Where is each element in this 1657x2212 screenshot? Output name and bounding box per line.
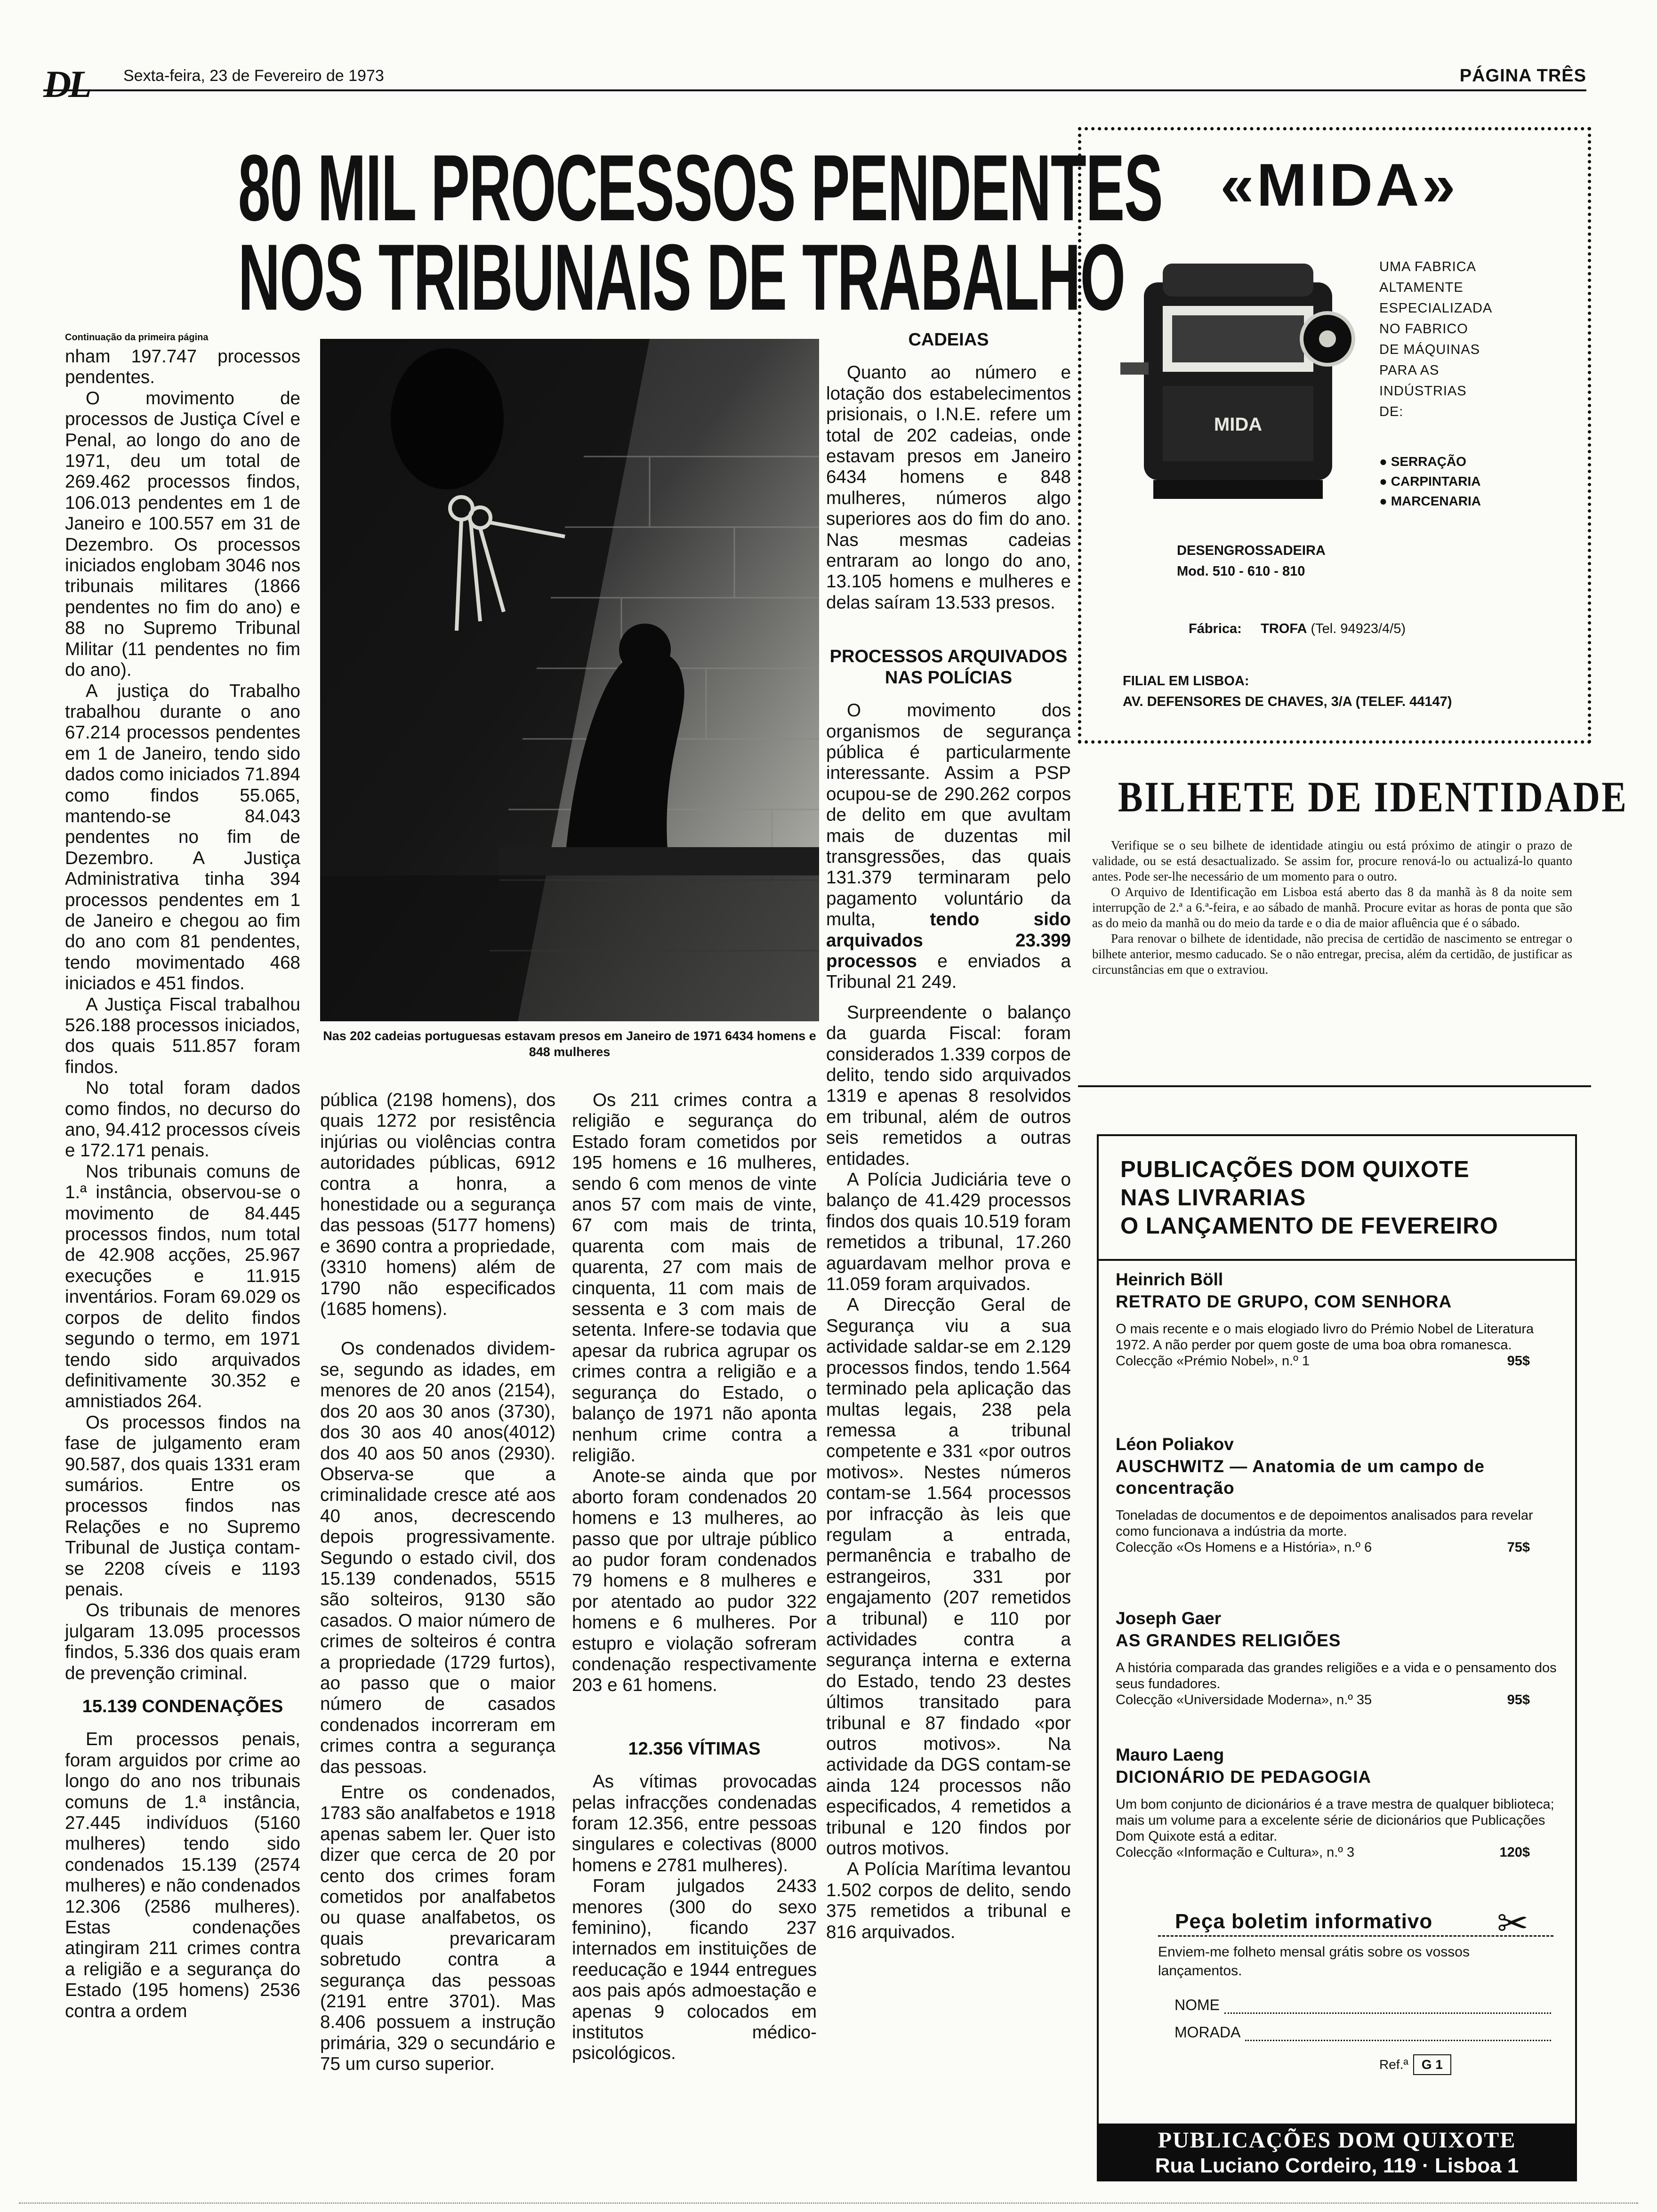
text-span-bold: tendo sido arquivados 23.399 processos (826, 909, 1071, 971)
factory-label: Fábrica: (1189, 621, 1242, 636)
subheading-cadeias: CADEIAS (908, 330, 989, 350)
subheading-vitimas: 12.356 VÍTIMAS (628, 1739, 761, 1759)
bullet-item: ● CARPINTARIA (1379, 474, 1481, 489)
book-price: 75$ (1507, 1540, 1530, 1555)
dom-quixote-header (1120, 1155, 1572, 1240)
footer-publisher: PUBLICAÇÕES DOM QUIXOTE (1158, 2128, 1516, 2153)
reference (1379, 2054, 1451, 2075)
ref-label: Ref.ª (1379, 2057, 1408, 2072)
bullet-text: SERRAÇÃO (1391, 454, 1466, 469)
book-price: 95$ (1507, 1692, 1530, 1707)
bilhete-title: BILHETE DE IDENTIDADE (1118, 773, 1628, 821)
article-column-3 (572, 1090, 817, 2064)
branch-address: AV. DEFENSORES DE CHAVES, 3/A (TELEF. 44147) (1123, 694, 1452, 709)
article-paragraph: Os tribunais de menores julgaram 13.095 processos findos, 5.336 dos quais eram de prevenção criminal. (65, 1600, 300, 1683)
book-listing (1116, 1744, 1558, 1860)
article-paragraph: Os processos findos na fase de julgamento eram 90.587, dos quais 1331 eram sumários. Entre os processos findos nas Relações e no Supremo Tribunal de Justiça contam-se 2208 cíveis e 1193 penais. (65, 1412, 300, 1600)
description-line: DE: (1379, 404, 1404, 419)
book-author: Heinrich Böll (1116, 1270, 1223, 1289)
description-line: PARA AS (1379, 363, 1440, 378)
text-span: e enviados a Tribunal 21 249. (826, 951, 1071, 993)
description-line: NO FABRICO (1379, 321, 1468, 337)
article-column-2 (320, 1090, 555, 2075)
article-paragraph: Quanto ao número e lotação dos estabelecimentos prisionais, o I.N.E. refere um total de 202 cadeias, onde estavam presos em Janeiro 6434 homens e 848 mulheres, números algo superiores aos do fim do ano. Nas mesmas cadeias entraram ao longo do ano, 13.105 homens e mulheres e delas saíram 13.533 presos. (826, 362, 1071, 613)
name-label: NOME (1174, 1996, 1220, 2013)
book-collection-row (1116, 1844, 1558, 1860)
prison-photo (320, 339, 819, 1021)
bullet-item: ● MARCENARIA (1379, 494, 1481, 508)
article-paragraph: pública (2198 homens), dos quais 1272 por resistência injúrias ou violências contra autoridades públicas, 6912 contra a honra, a honestidade ou a segurança das pessoas (5177 homens) e 3690 contra a propriedade, (3310 homens) além de 1790 não especificados (1685 homens). (320, 1090, 555, 1320)
article-paragraph (826, 700, 1071, 993)
book-price: 120$ (1499, 1845, 1530, 1860)
article-paragraph: As vítimas provocadas pelas infracções condenadas foram 12.356, entre pessoas singulares e colectivas (8000 homens e 2781 mulheres). (572, 1771, 817, 1875)
description-line: UMA FABRICA (1379, 259, 1476, 274)
address-field[interactable] (1174, 2024, 1551, 2041)
subheading-condenacoes: 15.139 CONDENAÇÕES (82, 1697, 283, 1716)
article-paragraph: No total foram dados como findos, no decurso do ano, 94.412 processos cíveis e 172.171 penais. (65, 1078, 300, 1161)
book-listing (1116, 1607, 1558, 1708)
mida-ad-description (1379, 256, 1535, 422)
mida-branch (1123, 671, 1546, 712)
article-paragraph: Surpreendente o balanço da guarda Fiscal: foram considerados 1.339 corpos de delito, tendo sido arquivados 1319 e apenas 8 resolvidos em tribunal, além de outros seis remetidos a outras entidades. (826, 1002, 1071, 1169)
book-title: DICIONÁRIO DE PEDAGOGIA (1116, 1767, 1372, 1787)
article-paragraph: O movimento de processos de Justiça Cível e Penal, ao longo do ano de 1971, deu um total de 269.462 processos findos, 106.013 pendentes em 1 de Janeiro e 100.557 em 31 de Dezembro. Os processos iniciados englobam 3046 nos tribunais militares (1866 pendentes no fim do ano) e 88 no Supremo Tribunal Militar (11 pendentes no fim do ano). (65, 388, 300, 681)
mida-factory (1189, 619, 1406, 638)
bullet-text: MARCENARIA (1391, 494, 1481, 508)
mida-ad-bullets (1379, 452, 1558, 511)
book-author: Mauro Laeng (1116, 1745, 1224, 1764)
book-author: Léon Poliakov (1116, 1435, 1234, 1454)
bilhete-paragraph: Para renovar o bilhete de identidade, não precisa de certidão de nascimento se entregar o bilhete anterior, mesmo caducado. Se o não entregar, precisa, além da certidão, de justificar as circunstâncias em que o extraviou. (1092, 931, 1572, 977)
article-paragraph: A justiça do Trabalho trabalhou durante o ano 67.214 processos pendentes em 1 de Janeiro, tendo sido dados como iniciados 71.894 como findos 55.065, mantendo-se 84.043 pendentes no fim de Dezembro. A Justiça Administrativa tinha 394 processos pendentes em 1 de Janeiro e chegou ao fim do ano com 81 pendentes, tendo movimentado 468 iniciados e 451 findos. (65, 681, 300, 994)
newspaper-logo: DL (43, 63, 89, 105)
book-title: RETRATO DE GRUPO, COM SENHORA (1116, 1292, 1452, 1311)
book-title: AUSCHWITZ — Anatomia de um campo de concentração (1116, 1457, 1485, 1498)
machine-brand-label: MIDA (1214, 414, 1263, 435)
page-label: PÁGINA TRÊS (1459, 66, 1586, 86)
article-column-4 (826, 329, 1071, 1943)
machine-illustration (1111, 245, 1356, 527)
header-line: O LANÇAMENTO DE FEVEREIRO (1120, 1213, 1498, 1239)
book-price: 95$ (1507, 1354, 1530, 1369)
description-line: DE MÁQUINAS (1379, 342, 1480, 357)
description-line: ALTAMENTE (1379, 280, 1464, 295)
description-line: INDÚSTRIAS (1379, 384, 1467, 399)
footer-address: Rua Luciano Cordeiro, 119 · Lisboa 1 (1155, 2154, 1519, 2177)
branch-label: FILIAL EM LISBOA: (1123, 673, 1249, 689)
continuation-label: Continuação da primeira página (65, 332, 209, 343)
form-text: Enviem-me folheto mensal grátis sobre os vossos lançamentos. (1158, 1944, 1470, 1979)
address-label: MORADA (1174, 2024, 1241, 2041)
book-collection: Colecção «Prémio Nobel», n.º 1 (1116, 1354, 1310, 1369)
photo-caption: Nas 202 cadeias portuguesas estavam presos em Janeiro de 1971 6434 homens e 848 mulheres (323, 1029, 816, 1059)
article-paragraph: Nos tribunais comuns de 1.ª instância, observou-se o movimento de 84.445 processos findos, num total de 42.908 acções, 25.967 execuções e 11.915 inventários. Foram 69.029 os corpos de delito findos segundo o termo, em 1971 tendo sido arquivados definitivamente 30.352 e amnistiados 264. (65, 1161, 300, 1412)
book-collection-row (1116, 1353, 1558, 1369)
book-title: AS GRANDES RELIGIÕES (1116, 1631, 1341, 1650)
model-number: Mod. 510 - 610 - 810 (1177, 564, 1305, 579)
section-divider (1078, 1085, 1591, 1087)
page-bottom-rule (19, 2203, 1638, 2204)
book-collection-row (1116, 1692, 1558, 1708)
book-description: A história comparada das grandes religiões e a vida e o pensamento dos seus fundadores. (1116, 1660, 1557, 1691)
headline-line-2: NOS TRIBUNAIS DE TRABALHO (238, 225, 1125, 330)
scissors-icon: ✂ (1497, 1902, 1529, 1944)
book-collection: Colecção «Informação e Cultura», n.º 3 (1116, 1845, 1355, 1860)
book-listing (1116, 1268, 1558, 1369)
book-author: Joseph Gaer (1116, 1609, 1222, 1628)
subheading-processos-arquivados: PROCESSOS ARQUIVADOS NAS POLÍCIAS (829, 647, 1068, 688)
header-line: PUBLICAÇÕES DOM QUIXOTE (1120, 1157, 1470, 1182)
book-listing (1116, 1433, 1558, 1555)
header-divider (1097, 1259, 1577, 1261)
form-title: Peça boletim informativo (1175, 1910, 1433, 1933)
text-span: O movimento dos organismos de segurança pública é particularmente interessante. Assim a PSP ocupou-se de 290.262 corpos de delito em que avultam mais de duzentas mil transgressões, das quais 131.379 terminaram pelo pagamento voluntário da multa, (826, 700, 1071, 930)
factory-phone: (Tel. 94923/4/5) (1311, 621, 1406, 636)
book-collection-row (1116, 1539, 1558, 1555)
bullet-text: CARPINTARIA (1391, 474, 1481, 489)
article-paragraph: A Direcção Geral de Segurança viu a sua actividade saldar-se em 2.129 processos findos, tendo 1.564 terminado pela aplicação das multas legais, 238 pela remessa a tribunal competente e 331 «por outros motivos». Nestes números contam-se 1.564 processos por infracção às leis que regulam a entrada, permanência e trabalho de estrangeiros, 331 por engajamento (207 remetidos a tribunal) e 110 por actividades contra a segurança interna e externa do Estado, tendo 23 destes últimos transitado para tribunal e 87 findado «por outros motivos». Na actividade da DGS contam-se ainda 124 processos não especificados, 4 remetidos a tribunal e 120 findos por outros motivos. (826, 1295, 1071, 1859)
book-description: Toneladas de documentos e de depoimentos analisados para revelar como funcionava a indústria da morte. (1116, 1508, 1533, 1539)
bilhete-body (1092, 838, 1572, 978)
bilhete-paragraph: O Arquivo de Identificação em Lisboa está aberto das 8 da manhã às 8 da noite sem interrupção de 2.ª a 6.ª-feira, e ao sábado de manhã. Procure evitar as horas de ponta que são as do meio da manhã ou do meio da tarde e o dia de maior afluência que é o sábado. (1092, 885, 1572, 930)
article-paragraph: Em processos penais, foram arguidos por crime ao longo do ano nos tribunais comuns de 1.ª instância, 27.445 indivíduos (5160 mulheres) tendo sido condenados 15.139 (2574 mulheres) e não condenados 12.306 (2586 mulheres). Estas condenações atingiram 211 crimes contra a religião e a segurança do Estado (195 homens) 2536 contra a ordem (65, 1729, 300, 2021)
bilhete-paragraph: Verifique se o seu bilhete de identidade atingiu ou está próximo de atingir o prazo de validade, ou se está desactualizado. Se assim for, procure renová-lo ou actualizá-lo quanto antes. Pode ser-lhe necessário de um momento para o outro. (1092, 838, 1572, 883)
address-line[interactable] (1245, 2026, 1551, 2041)
article-paragraph: nham 197.747 processos pendentes. (65, 346, 300, 388)
masthead-rule (43, 89, 1586, 91)
cut-line (1158, 1935, 1553, 1937)
mida-ad-title: «MIDA» (1220, 152, 1458, 219)
description-line: ESPECIALIZADA (1379, 301, 1493, 316)
name-line[interactable] (1224, 1998, 1551, 2014)
article-paragraph: Foram julgados 2433 menores (300 do sexo feminino), ficando 237 internados em instituições de reeducação e 1944 entregues aos pais após admoestação e apenas 9 colocados em institutos médico-psicológicos. (572, 1876, 817, 2064)
article-paragraph: A Polícia Judiciária teve o balanço de 41.429 processos findos dos quais 10.519 foram remetidos a tribunal, 17.260 aguardavam melhor prova e 11.059 foram arquivados. (826, 1170, 1071, 1295)
book-collection: Colecção «Universidade Moderna», n.º 35 (1116, 1692, 1372, 1707)
prison-photo-illustration (320, 339, 819, 1021)
article-paragraph: Os 211 crimes contra a religião e segurança do Estado foram cometidos por 195 homens e 16 mulheres, sendo 6 com menos de vinte anos 57 com mais de vinte, 67 com mais de trinta, quarenta com mais de quarenta, 27 com mais de cinquenta, 11 com mais de sessenta e 3 com mais de setenta. Infere-se todavia que apesar da rubrica agrupar os crimes contra a religião e a segurança do Estado, o balanço de 1971 não aponta nenhum crime contra a religião. (572, 1090, 817, 1466)
article-paragraph: Os condenados dividem-se, segundo as idades, em menores de 20 anos (2154), dos 20 aos 30 anos (3730), dos 30 aos 40 anos(4012) dos 40 aos 50 anos (2930). Observa-se que a criminalidade cresce até aos 40 anos, decrescendo depois progressivamente. Segundo o estado civil, dos 15.139 condenados, 5515 são solteiros, 9130 são casados. O maior número de crimes de solteiros é contra a propriedade (1729 furtos), ao passo que o maior número de casados condenados incorreram em crimes contra a segurança das pessoas. (320, 1338, 555, 1777)
article-column-1 (65, 346, 300, 2022)
article-paragraph: Anote-se ainda que por aborto foram condenados 20 homens e 13 mulheres, ao passo que por ultraje público ao pudor foram condenados 79 homens e 8 mulheres e por atentado ao pudor 322 homens e 6 mulheres. Por estupro e violação sofreram condenação respectivamente 203 e 61 homens. (572, 1466, 817, 1696)
dom-quixote-footer (1097, 2124, 1577, 2181)
article-paragraph: Entre os condenados, 1783 são analfabetos e 1918 apenas sabem ler. Quer isto dizer que cerca de 20 por cento dos crimes foram cometidos por analfabetos ou quase analfabetos, os quais prevaricaram sobretudo contra a segurança das pessoas (2191 entre 3701). Mas 8.406 possuem a instrução primária, 329 o secundário e 75 um curso superior. (320, 1782, 555, 2075)
book-collection: Colecção «Os Homens e a História», n.º 6 (1116, 1540, 1372, 1555)
mida-model (1177, 540, 1412, 582)
bullet-item: ● SERRAÇÃO (1379, 454, 1466, 469)
book-description: Um bom conjunto de dicionários é a trave mestra de qualquer biblioteca; mais um volume para a excelente série de dicionários que Publicações Dom Quixote está a editar. (1116, 1797, 1554, 1844)
name-field[interactable] (1174, 1996, 1551, 2014)
article-paragraph: A Justiça Fiscal trabalhou 526.188 processos iniciados, dos quais 511.857 foram findos. (65, 994, 300, 1077)
headline-line-1: 80 MIL PROCESSOS PENDENTES (238, 136, 1163, 240)
ref-code: G 1 (1413, 2054, 1451, 2075)
article-paragraph: A Polícia Marítima levantou 1.502 corpos de delito, sendo 375 remetidos a tribunal e 816 arquivados. (826, 1859, 1071, 1942)
issue-date: Sexta-feira, 23 de Fevereiro de 1973 (123, 67, 384, 85)
header-line: NAS LIVRARIAS (1120, 1185, 1306, 1210)
book-description: O mais recente e o mais elogiado livro do Prémio Nobel de Literatura 1972. A não perder por quem goste de uma boa obra romanesca. (1116, 1322, 1534, 1353)
factory-place: TROFA (1261, 621, 1307, 636)
model-name: DESENGROSSADEIRA (1177, 543, 1326, 558)
